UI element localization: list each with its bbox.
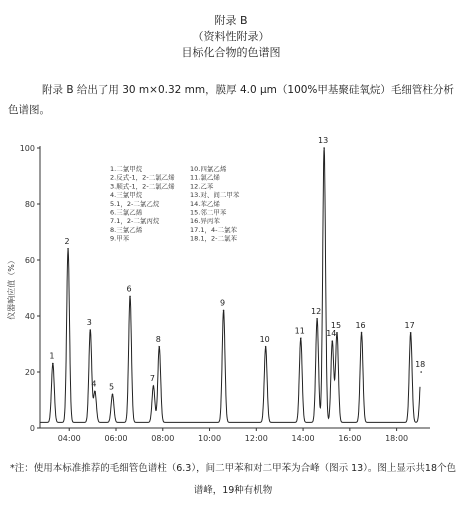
legend-item: 12.乙苯 bbox=[190, 182, 214, 191]
legend-item: 10.四氯乙烯 bbox=[190, 165, 227, 173]
peak-label-16: 16 bbox=[355, 320, 366, 330]
legend-item: 6.三氯乙烯 bbox=[110, 208, 143, 217]
peak-label-5: 5 bbox=[108, 382, 115, 392]
y-tick-label: 0 bbox=[29, 424, 35, 433]
peak-14 bbox=[332, 340, 334, 342]
peak-label-11: 11 bbox=[294, 326, 305, 336]
peak-label-6: 6 bbox=[126, 284, 132, 294]
peak-label-4: 4 bbox=[91, 379, 97, 389]
peak-label-15: 15 bbox=[330, 320, 342, 330]
legend-item: 4.三氯甲烷 bbox=[110, 191, 143, 200]
legend-item: 5.1，2-二氯乙烷 bbox=[110, 199, 160, 208]
peak-13 bbox=[323, 147, 325, 149]
peak-7 bbox=[153, 385, 155, 387]
peak-label-2: 2 bbox=[64, 236, 70, 246]
x-tick-label: 08:00 bbox=[151, 434, 175, 443]
peak-label-8: 8 bbox=[155, 334, 161, 344]
y-tick-label: 60 bbox=[24, 256, 35, 265]
x-tick-label: 04:00 bbox=[57, 434, 81, 443]
footnote: *注：使用本标准推荐的毛细管色谱柱（6.3），间二甲苯和对二甲苯为合峰（图示 13）。图上显示共18个色谱峰，19种有机物 bbox=[9, 463, 457, 496]
peak-label-17: 17 bbox=[404, 320, 415, 330]
legend-item: 8.三氯乙烯 bbox=[110, 225, 143, 234]
peak-5 bbox=[112, 394, 114, 396]
peak-9 bbox=[223, 310, 225, 312]
x-tick-label: 16:00 bbox=[338, 434, 362, 443]
peak-6 bbox=[129, 296, 131, 298]
section-title: 目标化合物的色谱图 bbox=[181, 46, 281, 59]
peak-1 bbox=[52, 363, 54, 365]
legend-item: 13.对、间二甲苯 bbox=[190, 191, 240, 200]
legend-item: 7.1，2-二氯丙烷 bbox=[110, 217, 160, 226]
legend-item: 1.二氯甲烷 bbox=[110, 165, 143, 173]
peak-label-14: 14 bbox=[326, 329, 337, 339]
legend-item: 9.甲苯 bbox=[110, 234, 130, 243]
peak-label-12: 12 bbox=[311, 306, 322, 316]
x-tick-label: 14:00 bbox=[291, 434, 315, 443]
y-tick-label: 20 bbox=[24, 368, 35, 377]
intro-paragraph: 附录 B 给出了用 30 m×0.32 mm，膜厚 4.0 μm（100%甲基聚硅氧烷）毛细管柱分析色谱图。 bbox=[8, 84, 454, 116]
peak-label-9: 9 bbox=[220, 298, 226, 308]
peak-3 bbox=[89, 329, 91, 331]
peak-label-18: 18 bbox=[415, 360, 426, 369]
peak-11 bbox=[300, 338, 302, 340]
peak-label-13: 13 bbox=[318, 136, 329, 145]
peak-label-1: 1 bbox=[49, 351, 55, 361]
peak-16 bbox=[361, 332, 363, 334]
x-tick-label: 06:00 bbox=[104, 434, 128, 443]
y-tick-label: 40 bbox=[24, 312, 35, 321]
legend-item: 2.反式-1，2-二氯乙烯 bbox=[110, 173, 175, 182]
peak-label-3: 3 bbox=[86, 318, 92, 327]
peak-label-7: 7 bbox=[149, 374, 155, 383]
legend-item: 16.异丙苯 bbox=[190, 217, 220, 226]
legend-item: 11.氯乙烯 bbox=[190, 173, 220, 182]
peak-8 bbox=[158, 346, 160, 348]
peak-18 bbox=[420, 371, 422, 373]
y-tick-label: 100 bbox=[19, 144, 35, 153]
peak-label-10: 10 bbox=[259, 334, 270, 344]
legend-item: 3.顺式-1，2-二氯乙烯 bbox=[110, 182, 175, 191]
y-tick-label: 80 bbox=[24, 200, 35, 209]
legend-item: 14.苯乙烯 bbox=[190, 199, 220, 208]
peak-12 bbox=[316, 318, 318, 320]
x-tick-label: 12:00 bbox=[244, 434, 268, 443]
peak-4 bbox=[94, 391, 96, 393]
legend-item: 15.邻二甲苯 bbox=[190, 208, 227, 217]
x-tick-label: 10:00 bbox=[198, 434, 222, 443]
peak-2 bbox=[67, 248, 69, 250]
y-axis-label: 仪器响应值（%） bbox=[7, 256, 16, 320]
appendix-type: （资料性附录） bbox=[192, 30, 270, 43]
peak-15 bbox=[336, 332, 338, 334]
appendix-title: 附录 B bbox=[214, 14, 248, 27]
legend-item: 17.1，4-二氯苯 bbox=[190, 225, 237, 234]
x-tick-label: 18:00 bbox=[385, 434, 409, 443]
chromatogram-chart bbox=[0, 128, 462, 458]
chromatogram-trace bbox=[40, 148, 420, 422]
peak-10 bbox=[265, 346, 267, 348]
legend-item: 18.1，2-二氯苯 bbox=[190, 234, 237, 243]
peak-17 bbox=[410, 332, 412, 334]
